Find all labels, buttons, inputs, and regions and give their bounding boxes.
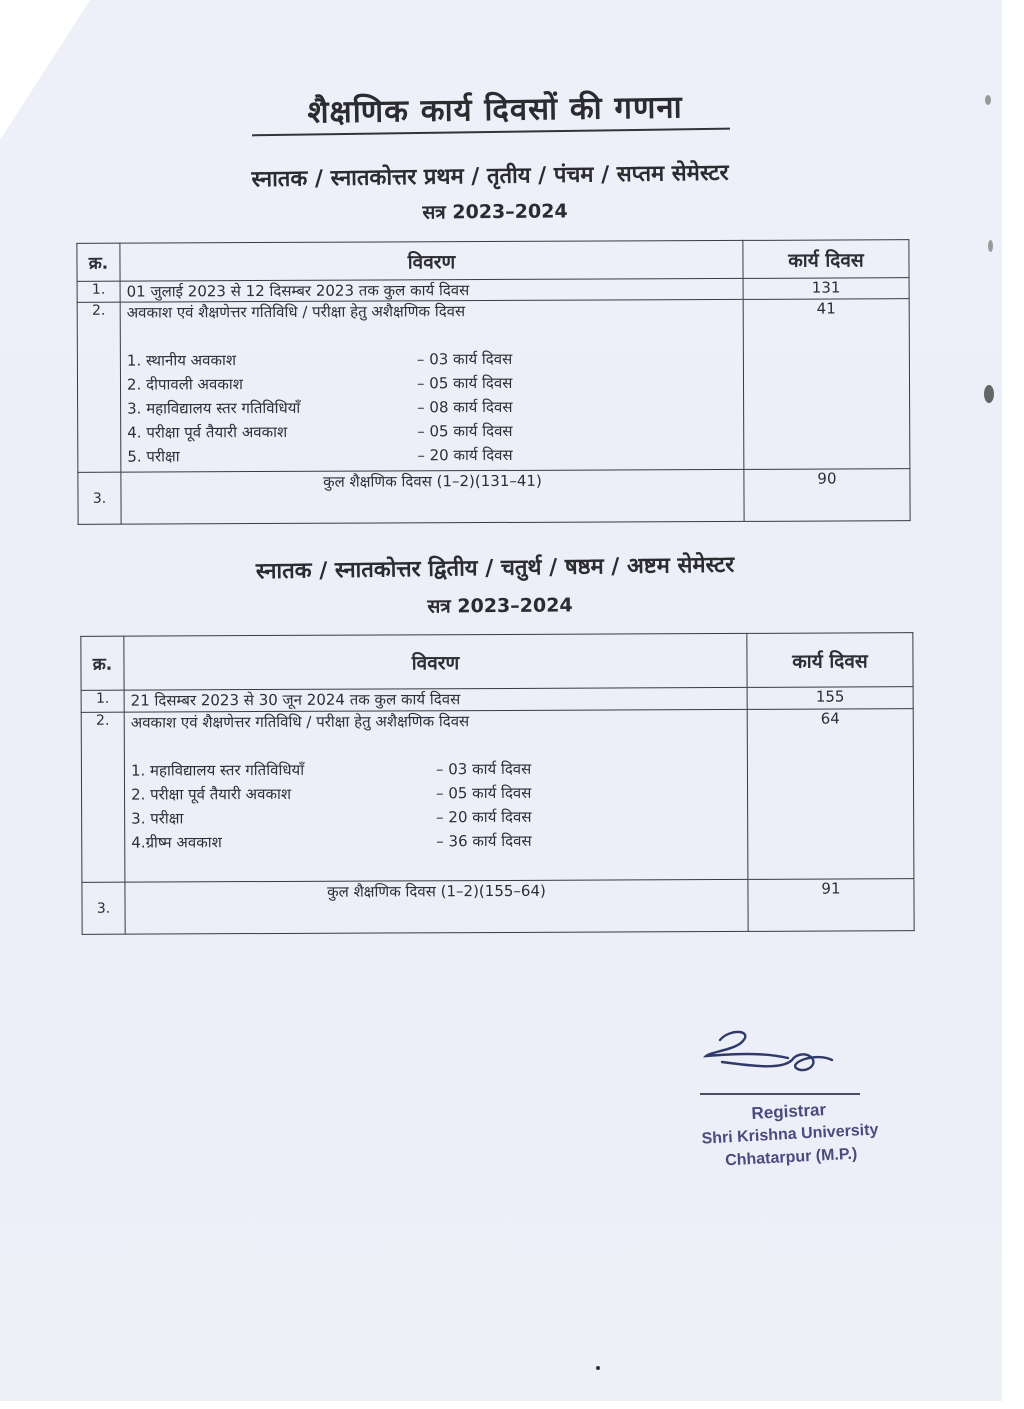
list-item: [127, 368, 737, 395]
scan-speck: [985, 95, 991, 105]
section2-heading: स्नातक / स्नातकोत्तर द्वितीय / चतुर्थ / षष्ठम / अष्टम सेमेस्टर: [255, 552, 735, 585]
document-title: शैक्षणिक कार्य दिवसों की गणना: [307, 89, 683, 131]
item-label: 1. महाविद्यालय स्तर गतिविधियाँ: [130, 760, 305, 780]
table-row: [82, 879, 914, 935]
item-value: – 20 कार्य दिवस: [436, 807, 532, 827]
row-days: 90: [744, 469, 910, 522]
row-description: कुल शैक्षणिक दिवस (1–2)(131–41): [121, 469, 744, 524]
row-days: 155: [747, 687, 913, 710]
scan-edge-bottom: [0, 1401, 1024, 1409]
item-value: – 05 कार्य दिवस: [417, 421, 513, 441]
table-row: [81, 709, 914, 883]
leave-breakdown-list: [131, 754, 741, 853]
table-header-row: [77, 240, 909, 282]
registrar-stamp: [688, 1095, 891, 1174]
row-sn: 1.: [77, 281, 120, 302]
stamp-university: Shri Krishna University: [701, 1121, 879, 1148]
row-sn: 3.: [78, 472, 121, 524]
list-item: [127, 440, 737, 467]
row-sn: 3.: [82, 882, 125, 934]
item-value: – 05 कार्य दिवस: [436, 783, 532, 803]
list-item: [131, 826, 741, 853]
section1-table: [76, 239, 910, 525]
header-description: विवरण: [124, 633, 747, 690]
row-days: 91: [748, 879, 914, 932]
list-item: [131, 754, 741, 781]
item-label: 2. परीक्षा पूर्व तैयारी अवकाश: [131, 784, 292, 804]
table-header-row: [81, 633, 913, 691]
list-item: [131, 802, 741, 829]
item-value: – 08 कार्य दिवस: [417, 397, 513, 417]
row-days: 41: [743, 299, 910, 470]
item-label: 5. परीक्षा: [127, 447, 180, 466]
item-label: 4. परीक्षा पूर्व तैयारी अवकाश: [127, 422, 288, 442]
row-days: 64: [747, 709, 914, 880]
header-description: विवरण: [120, 240, 743, 281]
list-item: [127, 416, 737, 443]
list-item: [127, 392, 737, 419]
table-row: [78, 469, 910, 525]
header-sn: क्र.: [81, 636, 124, 690]
stamp-location: Chhatarpur (M.P.): [724, 1145, 858, 1170]
header-working-days: कार्य दिवस: [747, 633, 913, 688]
section2-session: सत्र 2023–2024: [427, 594, 573, 618]
item-value: – 36 कार्य दिवस: [436, 831, 532, 851]
item-label: 4.ग्रीष्म अवकाश: [131, 833, 222, 852]
item-value: – 03 कार्य दिवस: [435, 759, 532, 779]
item-value: – 03 कार्य दिवस: [416, 349, 513, 369]
section1-heading: स्नातक / स्नातकोत्तर प्रथम / तृतीय / पंचम / सप्तम सेमेस्टर: [251, 160, 729, 193]
stamp-designation: Registrar: [751, 1100, 827, 1123]
leave-breakdown-list: [127, 344, 738, 467]
header-working-days: कार्य दिवस: [743, 240, 909, 279]
row-sn: 2.: [81, 712, 125, 882]
row-description-cell: [124, 709, 748, 882]
item-label: 1. स्थानीय अवकाश: [126, 351, 237, 370]
item-value: – 05 कार्य दिवस: [416, 373, 513, 393]
section2-table: [80, 632, 914, 935]
registrar-signature: [692, 1022, 852, 1082]
item-label: 3. महाविद्यालय स्तर गतिविधियाँ: [127, 398, 301, 418]
section1-session: सत्र 2023–2024: [422, 200, 568, 224]
scan-speck: [988, 240, 993, 252]
header-sn: क्र.: [77, 243, 120, 281]
item-value: – 20 कार्य दिवस: [417, 445, 513, 465]
item-label: 3. परीक्षा: [131, 809, 184, 828]
table-row: [77, 299, 910, 473]
scan-edge-right: [1002, 0, 1024, 1409]
scan-speck: [984, 385, 994, 403]
list-item: [131, 778, 741, 805]
row-description: अवकाश एवं शैक्षणेत्तर गतिविधि / परीक्षा हेतु अशैक्षणिक दिवस: [126, 302, 466, 322]
list-item: [127, 344, 737, 371]
row-description: 01 जुलाई 2023 से 12 दिसम्बर 2023 तक कुल कार्य दिवस: [120, 278, 743, 302]
folded-corner: [0, 0, 90, 140]
scan-speck: [596, 1366, 600, 1370]
row-description: अवकाश एवं शैक्षणेत्तर गतिविधि / परीक्षा हेतु अशैक्षणिक दिवस: [130, 712, 470, 732]
row-description: कुल शैक्षणिक दिवस (1–2)(155–64): [125, 879, 748, 934]
row-description: 21 दिसम्बर 2023 से 30 जून 2024 तक कुल कार्य दिवस: [124, 687, 747, 712]
row-sn: 2.: [77, 302, 121, 472]
row-days: 131: [743, 278, 909, 300]
item-label: 2. दीपावली अवकाश: [126, 375, 243, 394]
row-description-cell: [120, 299, 744, 472]
row-sn: 1.: [81, 690, 124, 712]
signature-line: [700, 1093, 860, 1095]
